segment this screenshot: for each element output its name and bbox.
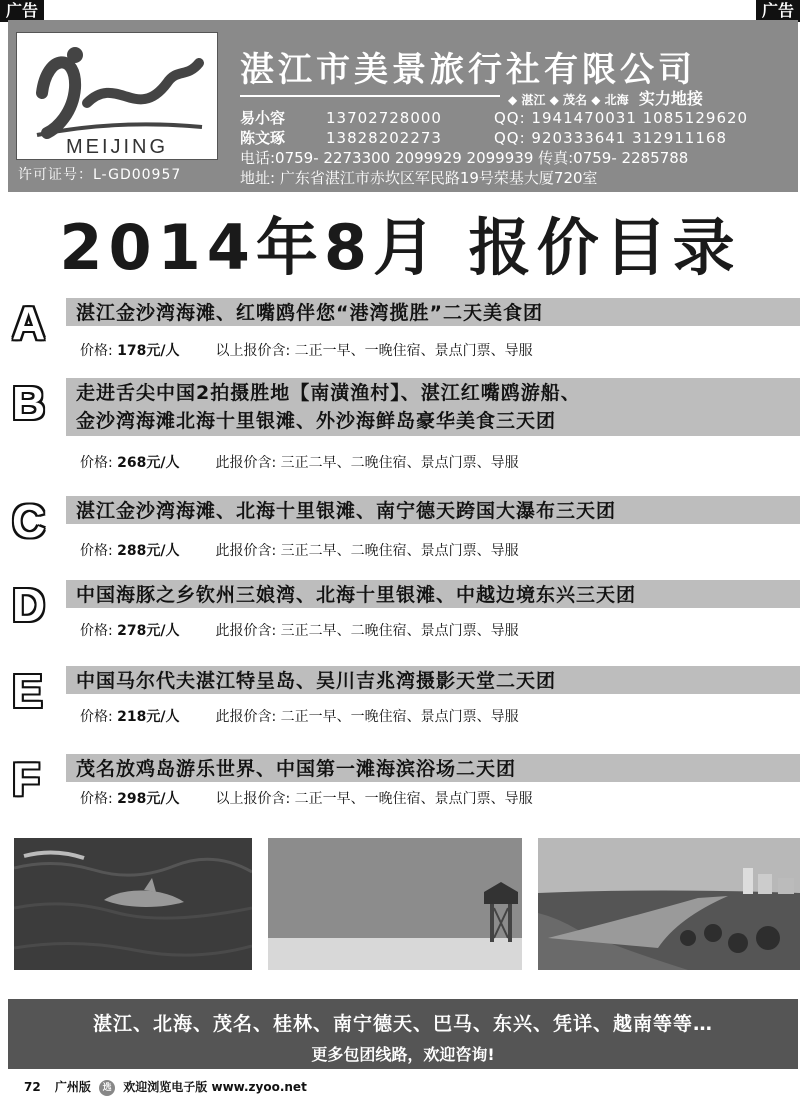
tour-name: 茂名放鸡岛游乐世界、中国第一滩海滨浴场二天团 [76,758,517,780]
logo-swoosh-icon [17,33,217,159]
price-includes: 此报价含: 三正二早、二晚住宿、景点门票、导服 [215,543,519,559]
tour-name: 湛江金沙湾海滩、北海十里银滩、南宁德天跨国大瀑布三天团 [76,500,617,522]
price-label: 价格: [80,623,113,639]
price-label: 价格: [80,709,113,725]
tour-item [0,378,800,478]
contact-block [240,108,748,188]
tour-price [80,788,533,808]
company-logo [16,32,218,160]
tour-name: 湛江金沙湾海滩、红嘴鸥伴您“港湾揽胜”二天美食团 [76,302,543,324]
edition-label: 广州版 [54,1080,91,1094]
phone-fax: 电话:0759- 2273300 2099929 2099939 传真:0759- 2285788 [240,149,689,167]
price-includes: 此报价含: 三正二早、二晚住宿、景点门票、导服 [215,455,519,471]
price-includes: 此报价含: 三正二早、二晚住宿、景点门票、导服 [215,623,519,639]
tour-price [80,620,519,640]
photo-beach-tower [268,838,522,970]
price-value: 178元/人 [117,343,180,359]
slogan: 实力地接 [638,89,703,108]
price-label: 价格: [80,791,113,807]
price-value: 278元/人 [117,623,180,639]
photo-coastline [538,838,800,970]
tour-letter: C [12,495,46,547]
license-number: 许可证号：L-GD00957 [18,167,182,183]
page-title: 2014年8月 报价目录 [59,211,741,284]
tour-item [0,666,800,726]
branch-item: 茂名 [563,93,588,107]
price-label: 价格: [80,455,113,471]
footer-destinations: 湛江、北海、茂名、桂林、南宁德天、巴马、东兴、凭详、越南等等… [92,1013,713,1035]
branch-list: ◆ 湛江 ◆ 茂名 ◆ 北海 实力地接 [508,89,703,108]
address: 地址: 广东省湛江市赤坎区军民路19号荣基大厦720室 [240,169,598,187]
price-label: 价格: [80,343,113,359]
tour-price [80,340,533,360]
contact-qq: QQ: 920333641 312911168 [494,129,727,147]
tour-price [80,540,519,560]
price-value: 268元/人 [117,455,180,471]
page-footer [24,1078,307,1096]
ad-label-right: 广告 [756,0,800,22]
footer-cta: 更多包团线路，欢迎咨询! [311,1045,495,1064]
contact-name: 陈文琢 [240,129,286,147]
tour-item [0,580,800,640]
logo-text: MEIJING [65,136,169,158]
contact-qq: QQ: 1941470031 1085129620 [494,109,749,127]
tour-item [0,754,800,814]
header-divider [240,95,500,97]
tour-price [80,452,519,472]
price-value: 298元/人 [117,791,180,807]
tour-letter: B [12,377,46,429]
website-link[interactable]: www.zyoo.net [211,1080,307,1094]
contact-phone: 13702728000 [326,109,442,127]
tour-name: 中国海豚之乡钦州三娘湾、北海十里银滩、中越边境东兴三天团 [76,584,637,606]
branch-item: 北海 [604,93,629,107]
promo-text: 欢迎浏览电子版 [123,1080,208,1094]
price-includes: 以上报价含: 二正一早、一晚住宿、景点门票、导服 [215,791,533,807]
contact-name: 易小容 [240,109,286,127]
price-label: 价格: [80,543,113,559]
tour-letter: A [12,297,46,349]
tour-price [80,706,519,726]
tour-letter: E [12,665,43,717]
edition-badge-icon: 选 [99,1080,115,1096]
price-value: 218元/人 [117,709,180,725]
footer-banner [8,999,798,1069]
company-header [8,20,798,192]
page-number: 72 [24,1080,41,1094]
tour-item [0,496,800,560]
tour-name-line1: 走进舌尖中国2拍摄胜地【南潢渔村】、湛江红嘴鸥游船、 [76,382,581,404]
contact-phone: 13828202273 [326,129,442,147]
tour-name: 中国马尔代夫湛江特呈岛、吴川吉兆湾摄影天堂二天团 [76,670,557,692]
photo-dolphin [14,838,252,970]
tour-letter: D [12,579,46,631]
tour-item [0,298,800,358]
price-value: 288元/人 [117,543,180,559]
tour-letter: F [12,753,41,805]
branch-item: 湛江 [521,93,546,107]
price-includes: 此报价含: 二正一早、一晚住宿、景点门票、导服 [215,709,519,725]
ad-label-left: 广告 [0,0,44,22]
company-name: 湛江市美景旅行社有限公司 [240,50,696,90]
tour-name-line2: 金沙湾海滩北海十里银滩、外沙海鲜岛豪华美食三天团 [76,410,557,432]
price-includes: 以上报价含: 二正一早、一晚住宿、景点门票、导服 [215,343,533,359]
